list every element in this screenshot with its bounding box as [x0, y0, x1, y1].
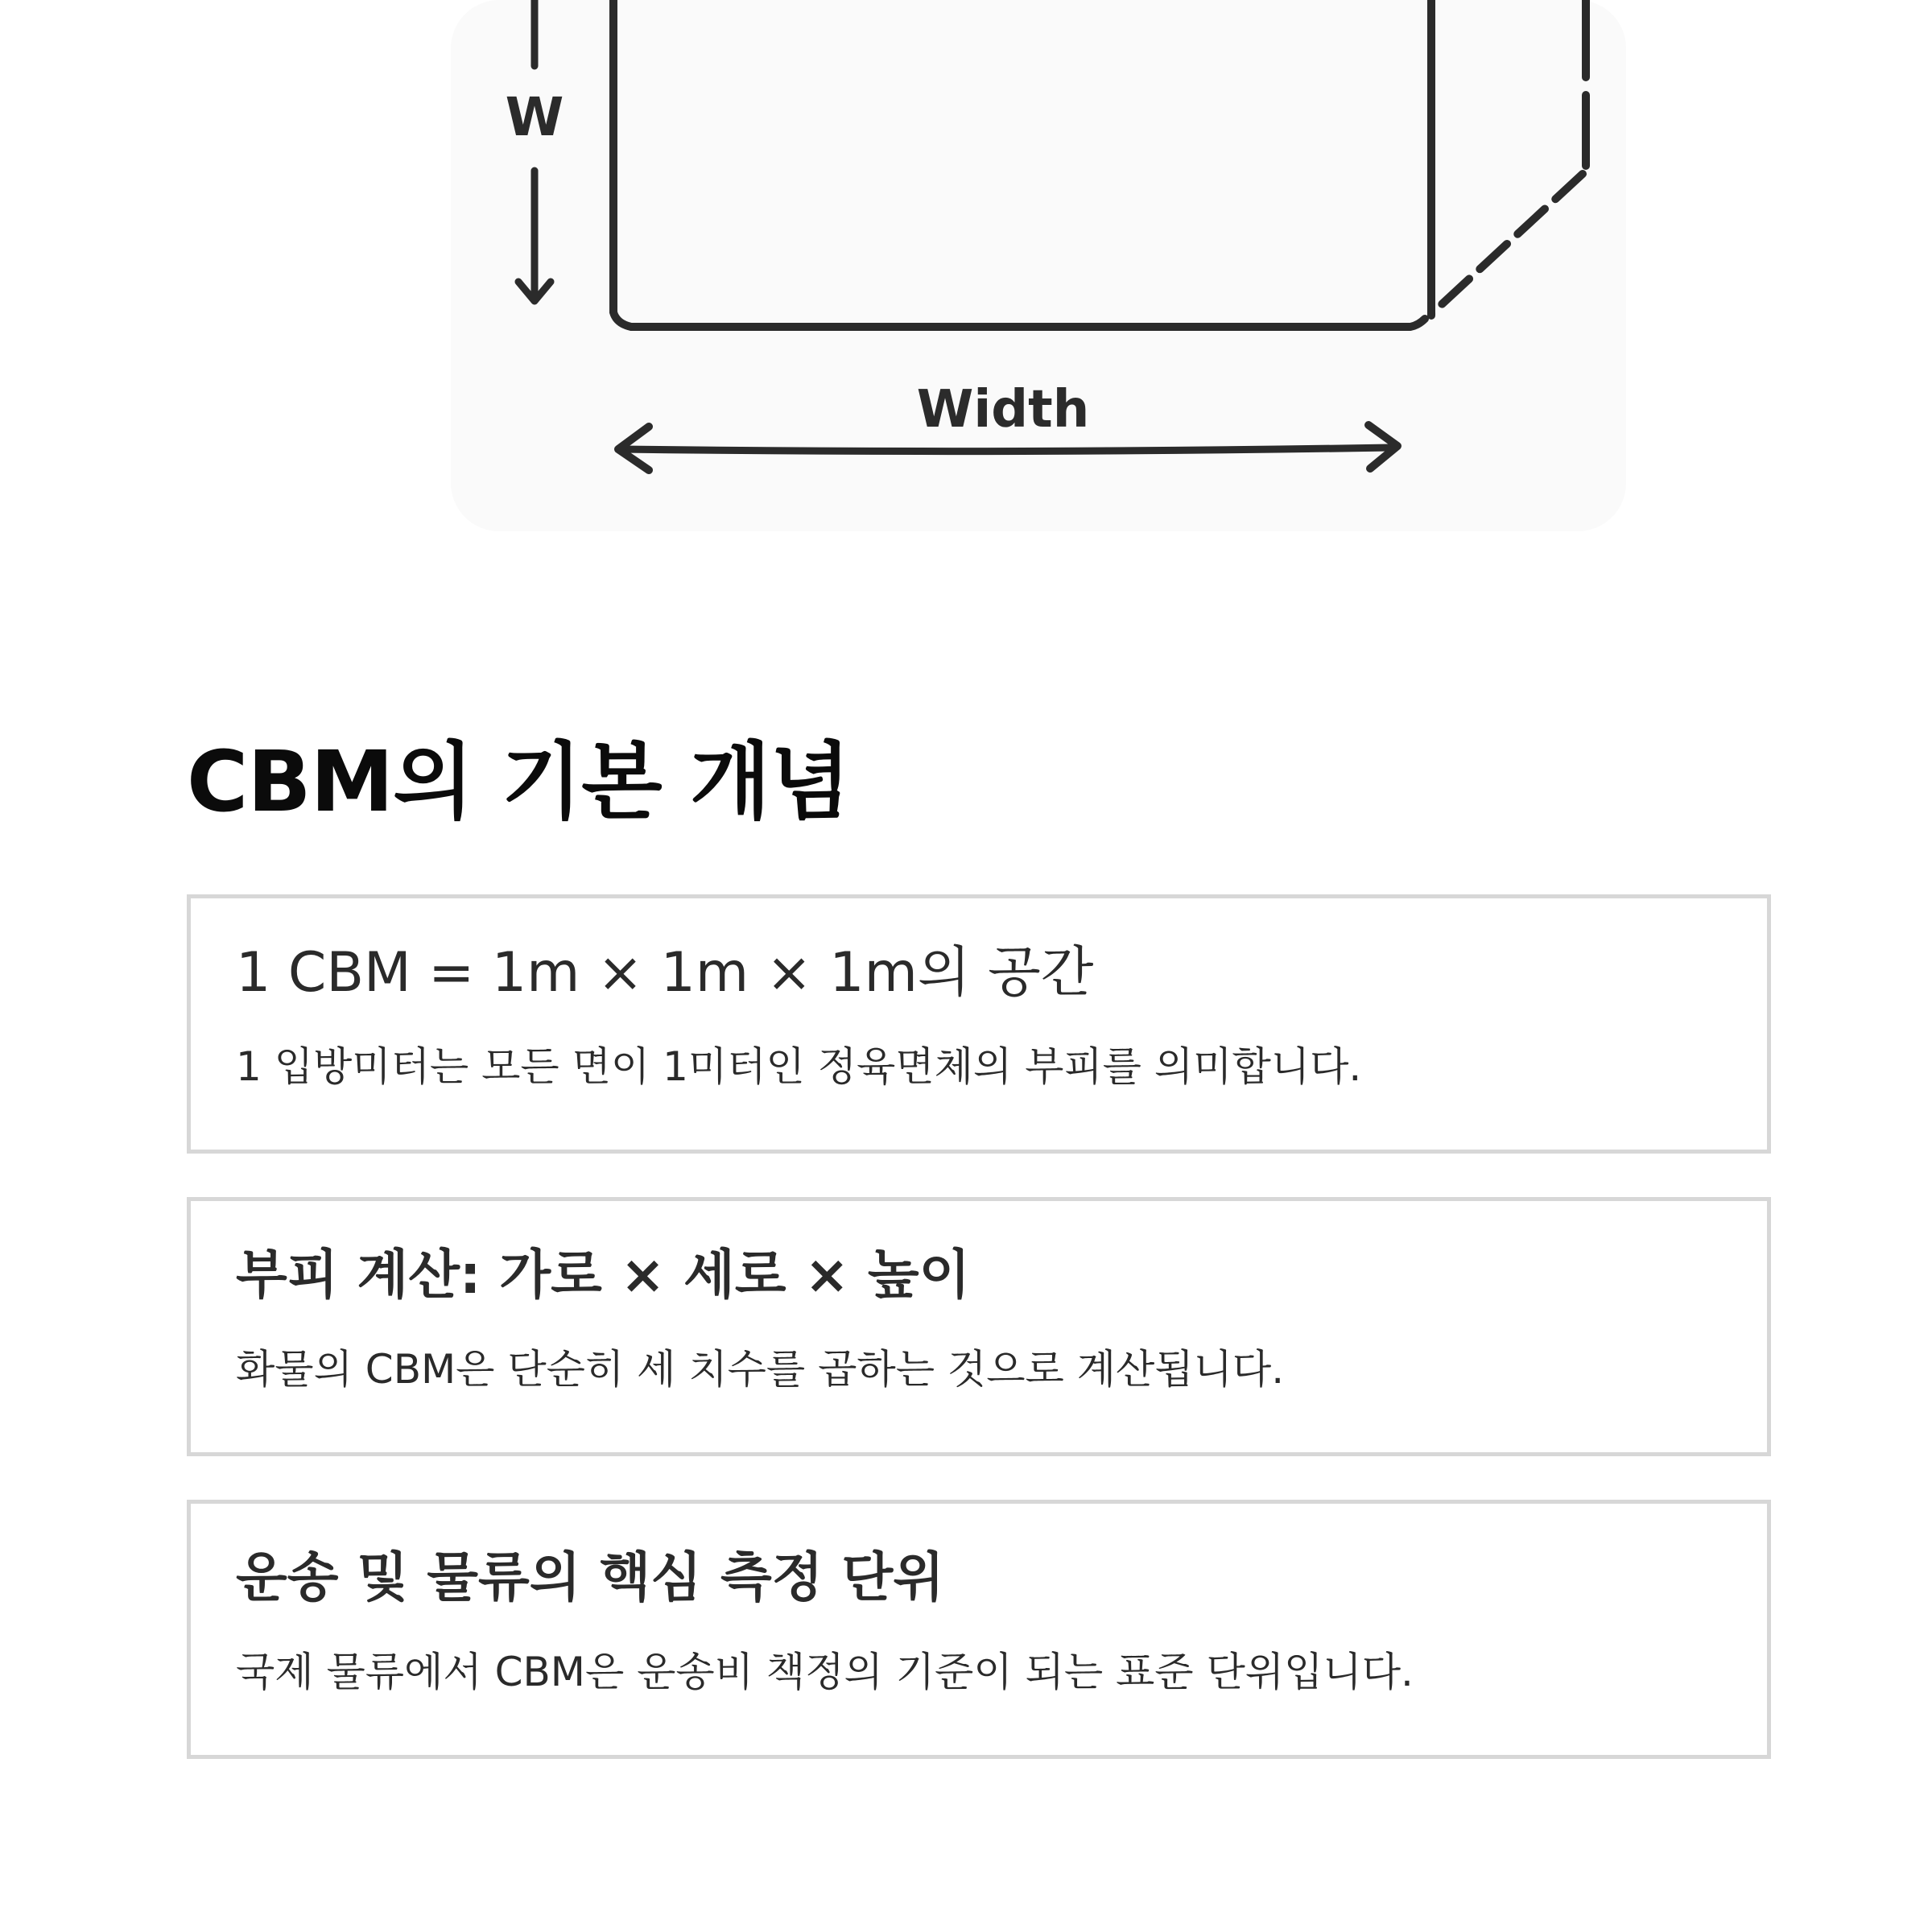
card-heading: 운송 및 물류의 핵심 측정 단위 [236, 1546, 944, 1608]
concept-card-volume-unit [187, 894, 1771, 1154]
box-dimension-illustration [0, 0, 1932, 539]
page-title: CBM의 기본 개념 [187, 733, 850, 831]
width-arrow-line [621, 448, 1391, 452]
card-description: 1 입방미터는 모든 면이 1미터인 정육면체의 부피를 의미합니다. [236, 1043, 1362, 1090]
concept-card-volume-calculation [187, 1197, 1771, 1456]
width-label: Width [916, 380, 1090, 440]
card-heading: 부피 계산: 가로 × 세로 × 높이 [236, 1244, 971, 1306]
card-description: 국제 물류에서 CBM은 운송비 책정의 기준이 되는 표준 단위입니다. [236, 1649, 1414, 1695]
card-heading: 1 CBM = 1m × 1m × 1m의 공간 [236, 941, 1094, 1005]
height-label: W [505, 86, 564, 148]
concept-card-logistics-unit [187, 1500, 1771, 1759]
box-sketch [0, 0, 1932, 539]
card-description: 화물의 CBM은 단순히 세 치수를 곱하는 것으로 계산됩니다. [236, 1346, 1285, 1393]
